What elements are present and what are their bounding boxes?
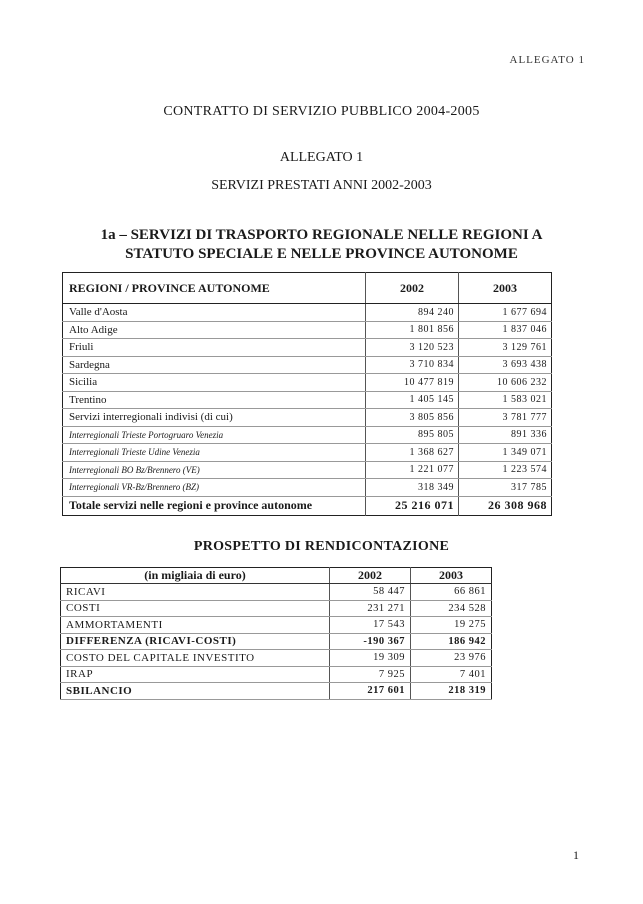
total-row [63, 496, 552, 515]
value-2003: 218 319 [411, 683, 492, 700]
region-name: Interregionali BO Bz/Brennero (VE) [63, 461, 366, 479]
table-row [61, 600, 492, 617]
annex-heading: ALLEGATO 1 [279, 150, 364, 165]
column-header-2003: 2003 [459, 273, 552, 304]
value-2002: 3 710 834 [366, 356, 459, 374]
item-label: DIFFERENZA (RICAVI-COSTI) [61, 633, 330, 650]
table-row [63, 321, 552, 339]
region-name: Sicilia [63, 374, 366, 392]
value-2002: 58 447 [330, 584, 411, 601]
value-2002: 895 805 [366, 426, 459, 444]
value-2002: 231 271 [330, 600, 411, 617]
section1-title-line2: STATUTO SPECIALE E NELLE PROVINCE AUTONOME [125, 246, 518, 262]
value-2002: 3 120 523 [366, 339, 459, 357]
report-table-header [61, 568, 492, 584]
total-label: Totale servizi nelle regioni e province autonome [63, 496, 366, 515]
section1-title [0, 226, 643, 264]
value-2003: 3 781 777 [459, 409, 552, 427]
value-2002: 1 405 145 [366, 391, 459, 409]
value-2003: 1 223 574 [459, 461, 552, 479]
region-name: Friuli [63, 339, 366, 357]
item-label: COSTO DEL CAPITALE INVESTITO [61, 650, 330, 667]
item-label: SBILANCIO [61, 683, 330, 700]
value-2002: 17 543 [330, 617, 411, 634]
page-number: 1 [573, 848, 579, 862]
value-2002: 217 601 [330, 683, 411, 700]
column-header-2003: 2003 [411, 568, 492, 584]
value-2002: 7 925 [330, 666, 411, 683]
report-table [60, 567, 492, 700]
section1-title-line1: 1a – SERVIZI DI TRASPORTO REGIONALE NELLE REGIONI A [100, 227, 543, 243]
table-row [63, 339, 552, 357]
table-row [63, 374, 552, 392]
value-2002: -190 367 [330, 633, 411, 650]
services-heading: SERVIZI PRESTATI ANNI 2002-2003 [211, 178, 432, 193]
value-2003: 66 861 [411, 584, 492, 601]
value-2002: 1 221 077 [366, 461, 459, 479]
item-label: COSTI [61, 600, 330, 617]
regions-table-header [63, 273, 552, 304]
section2-title: PROSPETTO DI RENDICONTAZIONE [193, 539, 450, 554]
table-row [63, 409, 552, 427]
region-name: Valle d'Aosta [63, 304, 366, 322]
table-row [63, 444, 552, 462]
region-name: Interregionali Trieste Portogruaro Venezia [63, 426, 366, 444]
table-row [63, 304, 552, 322]
column-header-unit: (in migliaia di euro) [61, 568, 330, 584]
value-2002: 10 477 819 [366, 374, 459, 392]
value-2003: 1 677 694 [459, 304, 552, 322]
regions-table [62, 272, 552, 516]
table-row [63, 461, 552, 479]
annex-tag: ALLEGATO 1 [509, 54, 585, 66]
table-row [63, 479, 552, 497]
column-header-2002: 2002 [366, 273, 459, 304]
region-name: Servizi interregionali indivisi (di cui) [63, 409, 366, 427]
total-2003: 26 308 968 [459, 496, 552, 515]
contract-title: CONTRATTO DI SERVIZIO PUBBLICO 2004-2005 [163, 104, 480, 119]
total-2002: 25 216 071 [366, 496, 459, 515]
value-2003: 891 336 [459, 426, 552, 444]
table-row [61, 633, 492, 650]
value-2003: 10 606 232 [459, 374, 552, 392]
value-2003: 3 693 438 [459, 356, 552, 374]
table-row [63, 356, 552, 374]
value-2003: 1 837 046 [459, 321, 552, 339]
table-row [61, 584, 492, 601]
table-row [63, 391, 552, 409]
table-row [61, 617, 492, 634]
value-2003: 7 401 [411, 666, 492, 683]
column-header-region: REGIONI / PROVINCE AUTONOME [63, 273, 366, 304]
region-name: Sardegna [63, 356, 366, 374]
value-2003: 23 976 [411, 650, 492, 667]
value-2002: 3 805 856 [366, 409, 459, 427]
item-label: IRAP [61, 666, 330, 683]
table-row [61, 666, 492, 683]
value-2003: 3 129 761 [459, 339, 552, 357]
value-2003: 1 583 021 [459, 391, 552, 409]
value-2003: 234 528 [411, 600, 492, 617]
value-2002: 1 368 627 [366, 444, 459, 462]
value-2002: 894 240 [366, 304, 459, 322]
table-row [63, 426, 552, 444]
value-2002: 19 309 [330, 650, 411, 667]
value-2003: 186 942 [411, 633, 492, 650]
table-row [61, 650, 492, 667]
value-2003: 1 349 071 [459, 444, 552, 462]
value-2002: 1 801 856 [366, 321, 459, 339]
region-name: Trentino [63, 391, 366, 409]
region-name: Alto Adige [63, 321, 366, 339]
value-2002: 318 349 [366, 479, 459, 497]
item-label: AMMORTAMENTI [61, 617, 330, 634]
value-2003: 19 275 [411, 617, 492, 634]
region-name: Interregionali Trieste Udine Venezia [63, 444, 366, 462]
value-2003: 317 785 [459, 479, 552, 497]
column-header-2002: 2002 [330, 568, 411, 584]
item-label: RICAVI [61, 584, 330, 601]
region-name: Interregionali VR-Bz/Brennero (BZ) [63, 479, 366, 497]
table-row [61, 683, 492, 700]
